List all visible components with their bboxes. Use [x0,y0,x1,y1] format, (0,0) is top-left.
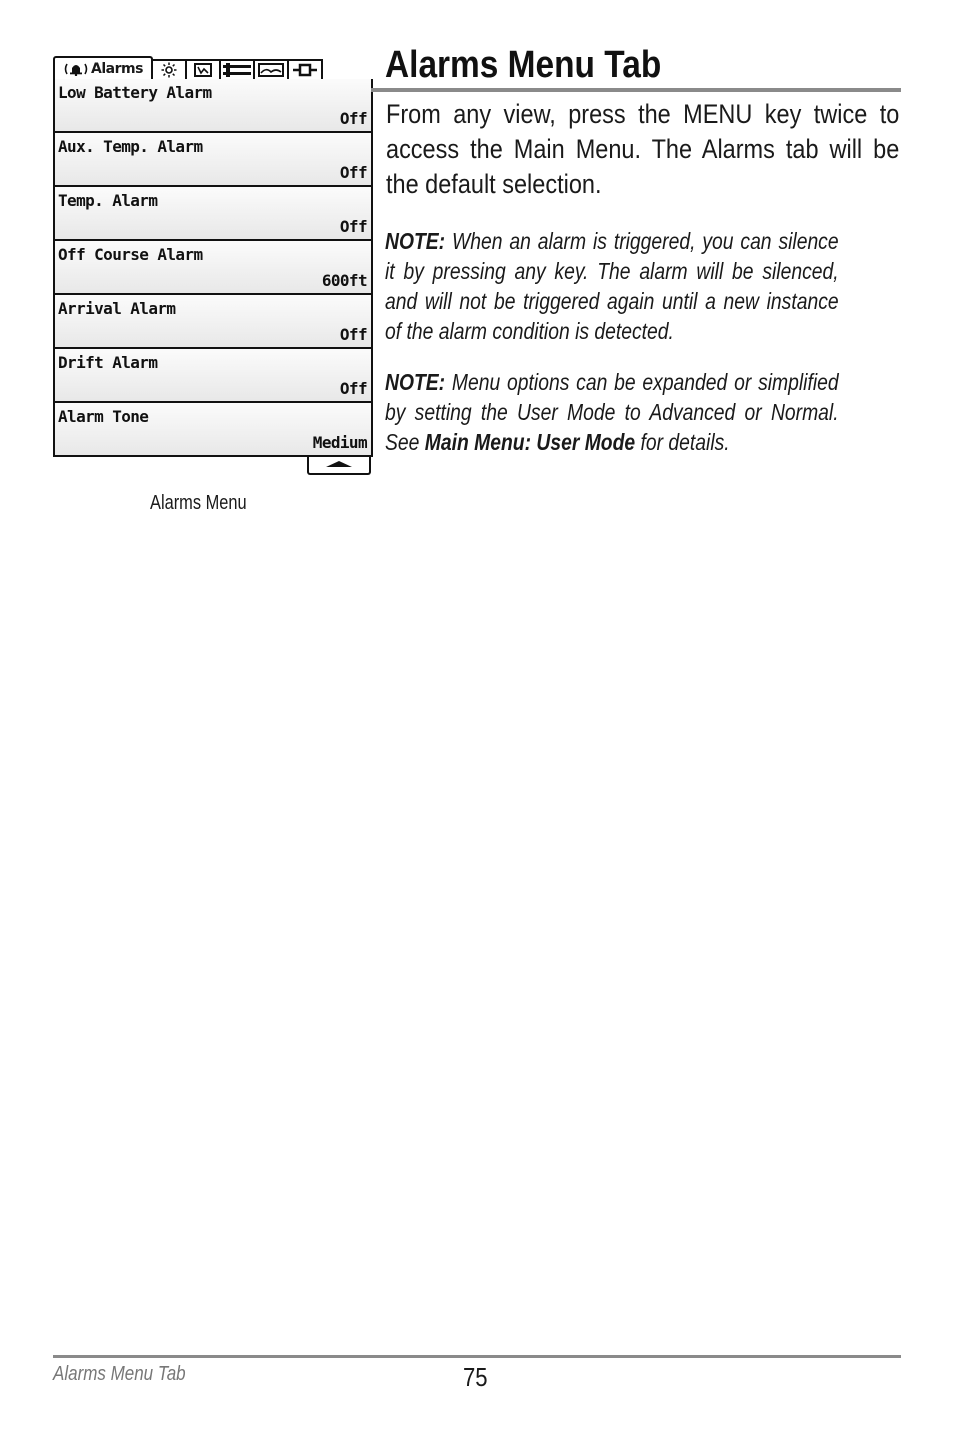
menu-item-temp-alarm[interactable] [55,187,371,241]
note-label: NOTE: [385,228,446,254]
tab-alarms-label: Alarms [91,60,143,77]
note-label: NOTE: [385,369,446,395]
cross-reference-link[interactable]: Main Menu: User Mode [424,429,636,455]
menu-item-label: Aux. Temp. Alarm [58,137,203,156]
menu-item-value: Off [339,217,367,236]
menu-item-drift-alarm[interactable] [55,349,371,403]
tab-sonar[interactable] [219,59,255,79]
menu-item-off-course-alarm[interactable] [55,241,371,295]
menu-item-value: Off [339,163,367,182]
menu-item-low-battery-alarm[interactable] [55,79,371,133]
tab-alarms[interactable] [53,56,153,79]
menu-item-value: Off [339,325,367,344]
tab-setup[interactable] [287,59,323,79]
bell-icon [63,62,89,76]
note-text-after: for details. [635,429,730,455]
tab-accessories[interactable] [185,59,221,79]
menu-item-value: Medium [312,433,367,452]
tab-display[interactable] [151,59,187,79]
navigation-icon [257,62,285,78]
menu-item-value: Off [339,379,367,398]
footer-section-title: Alarms Menu Tab [53,1363,186,1385]
page-number: 75 [463,1362,488,1392]
menu-item-label: Temp. Alarm [58,191,158,210]
note-user-mode [385,367,839,457]
tab-navigation[interactable] [253,59,289,79]
menu-list [53,79,373,457]
note-alarm-silence [385,226,839,346]
menu-item-label: Arrival Alarm [58,299,176,318]
menu-item-label: Drift Alarm [58,353,158,372]
footer-divider [53,1355,901,1358]
menu-item-label: Low Battery Alarm [58,83,212,102]
sonar-icon [222,62,252,78]
note-text: When an alarm is triggered, you can silence it by pressing any key. The alarm will be silenced, and will not be triggered again until a new instance of the alarm condition is detected. [385,228,839,344]
menu-item-label: Alarm Tone [58,407,149,426]
figure-caption: Alarms Menu [150,492,247,514]
title-divider [371,88,901,92]
alarms-menu-figure [53,55,371,475]
menu-item-arrival-alarm[interactable] [55,295,371,349]
menu-item-value: 600ft [321,271,367,290]
menu-item-aux-temp-alarm[interactable] [55,133,371,187]
menu-item-alarm-tone[interactable] [55,403,371,457]
menu-tab-bar [53,55,333,79]
setup-icon [291,62,319,78]
sun-icon [160,62,178,78]
scroll-up-indicator[interactable] [307,457,371,475]
intro-paragraph: From any view, press the MENU key twice to access the Main Menu. The Alarms tab will be the default selection. [386,99,900,199]
note-text: Menu options can be expanded or simplified by setting the User Mode to Advanced or Normal. See [385,369,839,455]
page-title: Alarms Menu Tab [385,44,662,86]
accessories-icon [193,62,213,78]
scroll-up-icon [324,456,354,474]
menu-item-value: Off [339,109,367,128]
menu-item-label: Off Course Alarm [58,245,203,264]
